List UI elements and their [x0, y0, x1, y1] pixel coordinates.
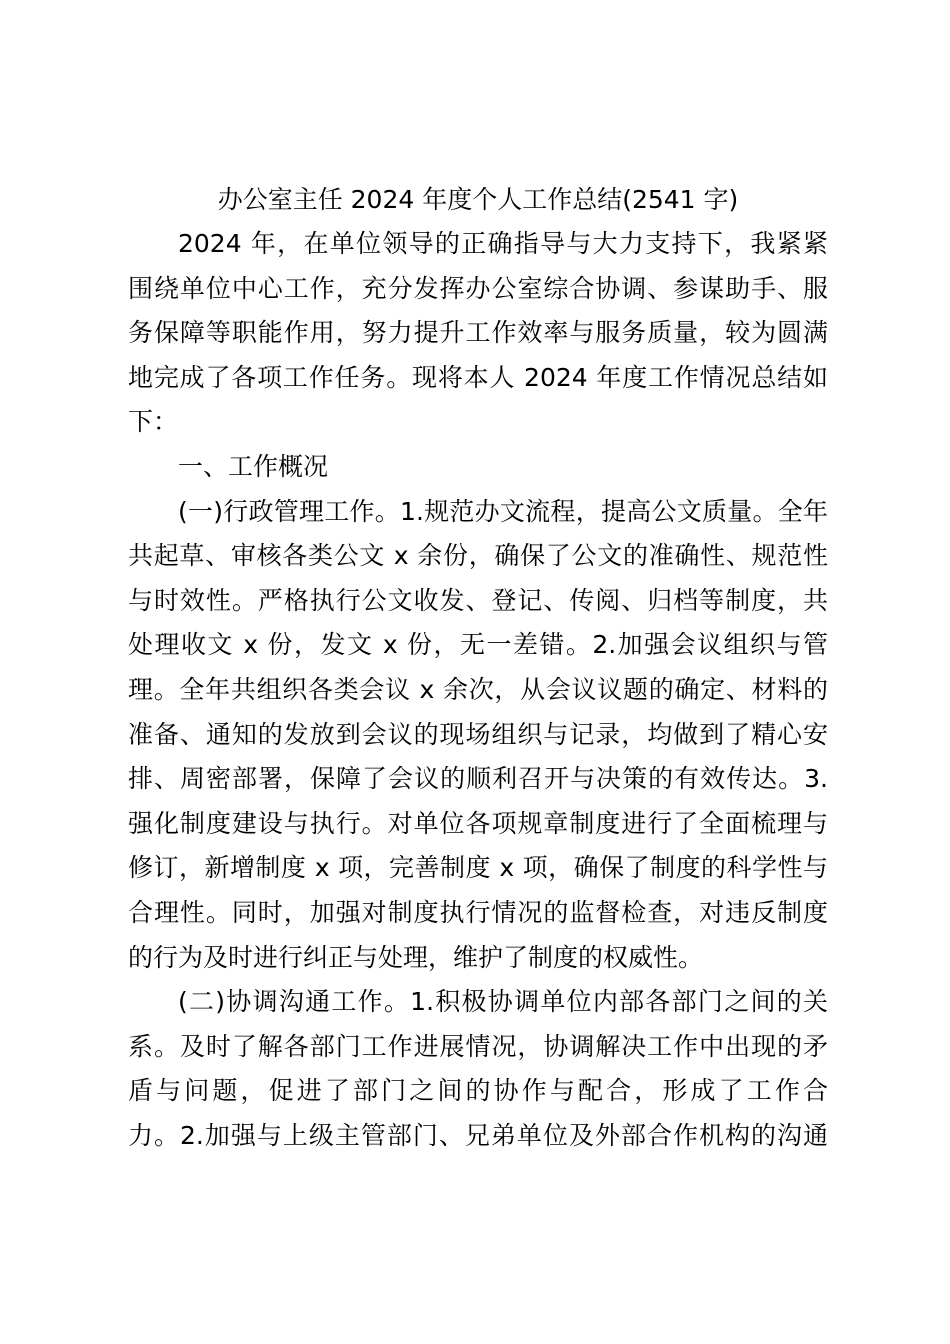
paragraph-line: 盾与问题，促进了部门之间的协作与配合，形成了工作合 — [128, 1076, 828, 1106]
paragraph-line: 处理收文 x 份，发文 x 份，无一差错。2.加强会议组织与管 — [128, 630, 828, 660]
paragraph-line: (二)协调沟通工作。1.积极协调单位内部各部门之间的关 — [178, 987, 828, 1017]
paragraph-line: 与时效性。严格执行公文收发、登记、传阅、归档等制度，共 — [128, 585, 828, 615]
paragraph-line: 围绕单位中心工作，充分发挥办公室综合协调、参谋助手、服 — [128, 273, 828, 303]
paragraph-line: 系。及时了解各部门工作进展情况，协调解决工作中出现的矛 — [128, 1031, 828, 1061]
paragraph-line: 排、周密部署，保障了会议的顺利召开与决策的有效传达。3. — [128, 764, 828, 794]
paragraph-line: 修订，新增制度 x 项，完善制度 x 项，确保了制度的科学性与 — [128, 853, 828, 883]
document-title: 办公室主任 2024 年度个人工作总结(2541 字) — [217, 185, 739, 214]
paragraph-line: 强化制度建设与执行。对单位各项规章制度进行了全面梳理与 — [128, 808, 828, 838]
section-heading: 一、工作概况 — [178, 451, 329, 481]
paragraph-line: 共起草、审核各类公文 x 余份，确保了公文的准确性、规范性 — [128, 541, 828, 571]
paragraph-line: 理。全年共组织各类会议 x 余次，从会议议题的确定、材料的 — [128, 674, 828, 704]
document-page — [128, 178, 828, 1158]
paragraph-line: 合理性。同时，加强对制度执行情况的监督检查，对违反制度 — [128, 897, 828, 927]
paragraph-line: 准备、通知的发放到会议的现场组织与记录，均做到了精心安 — [128, 719, 828, 749]
paragraph-line: (一)行政管理工作。1.规范办文流程，提高公文质量。全年 — [178, 496, 828, 526]
paragraph-line: 务保障等职能作用，努力提升工作效率与服务质量，较为圆满 — [128, 318, 828, 348]
paragraph-line: 地完成了各项工作任务。现将本人 2024 年度工作情况总结如 — [128, 362, 828, 392]
paragraph-line: 力。2.加强与上级主管部门、兄弟单位及外部合作机构的沟通 — [128, 1120, 828, 1150]
paragraph-line: 下： — [128, 407, 179, 437]
paragraph-line: 的行为及时进行纠正与处理，维护了制度的权威性。 — [128, 942, 704, 972]
paragraph-line: 2024 年，在单位领导的正确指导与大力支持下，我紧紧 — [178, 229, 828, 258]
